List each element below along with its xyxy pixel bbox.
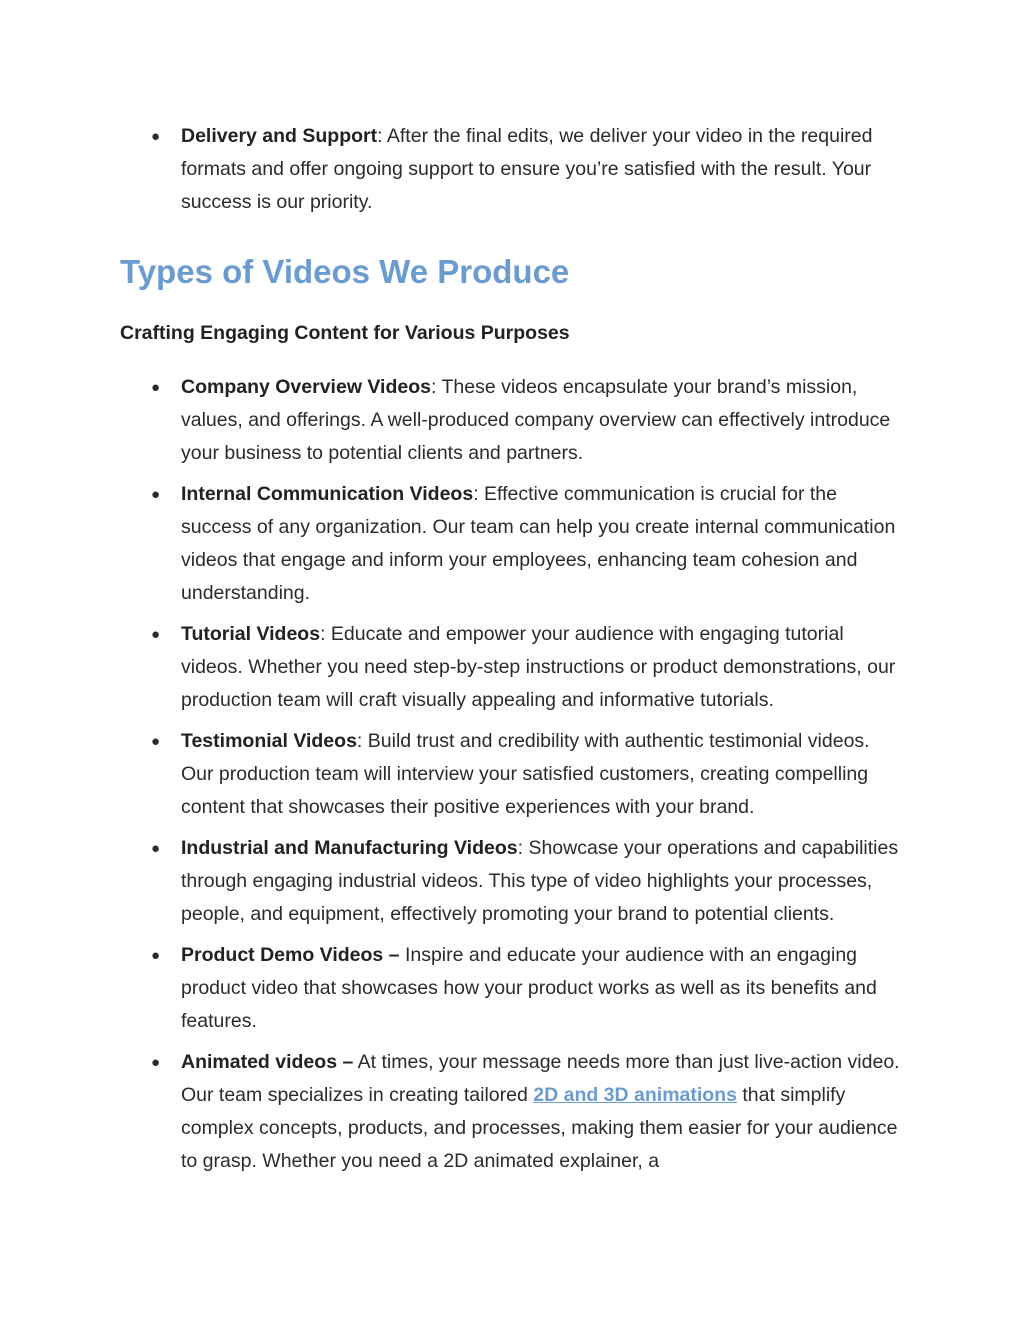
list-item-text: : These videos encapsulate your brand’s mission, values, and offerings. A well-produced company overview can effectively introduce your business to potential clients and partners. <box>181 376 891 464</box>
list-item-industrial-manufacturing <box>0 832 903 931</box>
list-item-title: Internal Communication Videos <box>181 483 474 505</box>
bullet-icon: ● <box>151 840 161 857</box>
bullet-icon: ● <box>151 128 161 145</box>
list-item-title: Industrial and Manufacturing Videos <box>181 837 518 859</box>
list-item-title: Delivery and Support <box>181 125 378 147</box>
list-item-text: : After the final edits, we deliver your video in the required formats and offer ongoing support to ensure you’re satisfied with the result. Your success is our priority. <box>181 125 873 213</box>
list-item-internal-communication <box>0 478 903 610</box>
section-heading: Types of Videos We Produce <box>120 253 570 290</box>
bullet-icon: ● <box>151 733 161 750</box>
list-item-title: Animated videos – <box>181 1051 354 1073</box>
bullet-icon: ● <box>151 947 161 964</box>
list-item-text: : Educate and empower your audience with engaging tutorial videos. Whether you need step-by-step instructions or product demonstrations, our production team will craft visually appealing and informative tutorials. <box>181 623 896 711</box>
list-item-company-overview <box>0 371 903 470</box>
list-item-title: Company Overview Videos <box>181 376 431 398</box>
animations-link[interactable]: 2D and 3D animations <box>533 1084 737 1106</box>
bullet-icon: ● <box>151 626 161 643</box>
list-item-animated <box>0 1046 903 1178</box>
list-item-text: Inspire and educate your audience with an engaging product video that showcases how your product works as well as its benefits and features. <box>181 944 877 1032</box>
list-item-title: Product Demo Videos – <box>181 944 400 966</box>
bullet-icon: ● <box>151 379 161 396</box>
list-item-text: At times, your message needs more than just live-action video. Our team specializes in creating tailored <box>181 1051 900 1106</box>
list-item-title: Tutorial Videos <box>181 623 321 645</box>
list-item-tutorial <box>0 618 903 717</box>
list-item-text: : Showcase your operations and capabilities through engaging industrial videos. This type of video highlights your processes, people, and equipment, effectively promoting your brand to potential clients. <box>181 837 899 925</box>
list-item-testimonial <box>0 725 903 824</box>
list-item-delivery-support <box>0 120 903 219</box>
list-item-title: Testimonial Videos <box>181 730 357 752</box>
bullet-icon: ● <box>151 486 161 503</box>
list-item-product-demo <box>0 939 903 1038</box>
bullet-icon: ● <box>151 1054 161 1071</box>
section-subheading: Crafting Engaging Content for Various Purposes <box>120 322 570 344</box>
list-item-text-continued: that simplify complex concepts, products, and processes, making them easier for your audience to grasp. Whether you need a 2D animated explainer, a <box>181 1084 898 1172</box>
list-item-text: : Build trust and credibility with authentic testimonial videos. Our production team will interview your satisfied customers, creating compelling content that showcases their positive experiences with your brand. <box>181 730 870 818</box>
video-types-list <box>0 371 1024 1186</box>
top-bullet-list <box>0 120 1024 227</box>
list-item-text: : Effective communication is crucial for the success of any organization. Our team can help you create internal communication videos that engage and inform your employees, enhancing team cohesion and understanding. <box>181 483 896 604</box>
